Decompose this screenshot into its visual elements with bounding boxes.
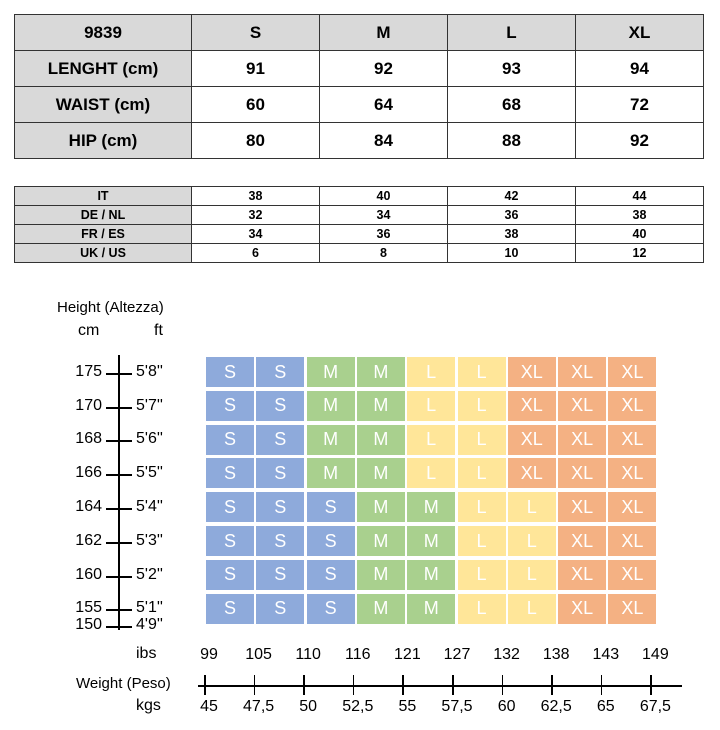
table-cell: 92 (576, 123, 704, 159)
size-cell: M (407, 492, 455, 522)
table-cell: 94 (576, 51, 704, 87)
size-cell: M (357, 492, 405, 522)
row-label: IT (15, 187, 192, 206)
weight-tick (551, 675, 553, 695)
lbs-label: 110 (295, 646, 321, 663)
uk-us-row (15, 244, 704, 263)
kgs-label: 50 (299, 698, 318, 715)
table-cell: 80 (192, 123, 320, 159)
size-cell: M (307, 391, 355, 421)
table-cell: 84 (320, 123, 448, 159)
size-cell: XL (558, 492, 606, 522)
weight-tick (353, 675, 355, 695)
height-cm-label: 175 (75, 363, 102, 380)
row-label: DE / NL (15, 206, 192, 225)
size-cell: M (407, 594, 455, 624)
height-axis-line (118, 355, 120, 630)
height-tick (106, 626, 132, 628)
ft-unit-label: ft (154, 322, 163, 339)
fr-es-row (15, 225, 704, 244)
size-cell: L (407, 425, 455, 455)
size-cell: L (508, 492, 556, 522)
weight-tick (452, 675, 454, 695)
table-cell: 88 (448, 123, 576, 159)
size-cell: L (458, 560, 506, 590)
table-cell: 32 (192, 206, 320, 225)
size-cell: XL (558, 458, 606, 488)
weight-tick (204, 675, 206, 695)
kgs-unit-label: kgs (136, 697, 161, 714)
it-row (15, 187, 704, 206)
height-tick (106, 474, 132, 476)
lbs-label: 121 (394, 646, 421, 663)
height-cm-label: 164 (75, 498, 102, 515)
height-tick (106, 542, 132, 544)
height-cm-label: 162 (75, 532, 102, 549)
table-cell: 40 (576, 225, 704, 244)
size-cell: S (206, 560, 254, 590)
waist-row (15, 87, 704, 123)
size-cell: XL (608, 391, 656, 421)
weight-tick (254, 675, 256, 695)
size-cell: M (357, 391, 405, 421)
height-ft-label: 5'6'' (136, 430, 163, 447)
weight-tick (303, 675, 305, 695)
size-measurement-table (14, 14, 704, 159)
kgs-label: 55 (398, 698, 417, 715)
size-cell: S (206, 425, 254, 455)
height-ft-label: 5'7'' (136, 397, 163, 414)
size-cell: XL (608, 594, 656, 624)
row-label: FR / ES (15, 225, 192, 244)
size-cell: XL (508, 425, 556, 455)
table-cell: 12 (576, 244, 704, 263)
length-row (15, 51, 704, 87)
table-cell: 92 (320, 51, 448, 87)
size-cell: XL (608, 526, 656, 556)
size-cell: S (206, 526, 254, 556)
cm-unit-label: cm (78, 322, 100, 339)
size-conversion-table (14, 186, 704, 263)
size-table-header-row (15, 15, 704, 51)
size-cell: S (307, 492, 355, 522)
size-cell: XL (608, 492, 656, 522)
height-ft-label: 5'2'' (136, 566, 163, 583)
size-cell: XL (558, 391, 606, 421)
height-tick (106, 609, 132, 611)
lbs-label: 105 (245, 646, 272, 663)
height-ft-label: 4'9'' (136, 616, 163, 633)
size-cell: L (458, 526, 506, 556)
size-cell: XL (608, 425, 656, 455)
lbs-label: 143 (592, 646, 620, 663)
size-cell: S (256, 425, 304, 455)
height-cm-label: 170 (75, 397, 102, 414)
table-cell: 91 (192, 51, 320, 87)
lbs-unit-label: ibs (136, 645, 157, 662)
height-ft-label: 5'4'' (136, 498, 163, 515)
size-cell: S (206, 492, 254, 522)
size-cell: L (508, 560, 556, 590)
size-cell: S (307, 560, 355, 590)
table-cell: 34 (192, 225, 320, 244)
model-number: 9839 (15, 15, 192, 51)
size-cell: S (307, 594, 355, 624)
height-tick (106, 407, 132, 409)
size-cell: L (458, 492, 506, 522)
height-ft-label: 5'1'' (136, 599, 163, 616)
row-label: HIP (cm) (15, 123, 192, 159)
table-cell: 36 (448, 206, 576, 225)
height-cm-label: 166 (75, 464, 102, 481)
table-cell: 36 (320, 225, 448, 244)
size-cell: XL (508, 458, 556, 488)
size-cell: L (458, 594, 506, 624)
size-cell: S (206, 594, 254, 624)
weight-tick (502, 675, 504, 695)
size-cell: L (407, 391, 455, 421)
size-cell: XL (608, 357, 656, 387)
size-header-m: M (320, 15, 448, 51)
size-cell: S (256, 458, 304, 488)
size-cell: L (458, 357, 506, 387)
size-cell: XL (558, 594, 606, 624)
size-cell: S (256, 594, 304, 624)
table-cell: 6 (192, 244, 320, 263)
height-ft-label: 5'8'' (136, 363, 163, 380)
lbs-label: 149 (642, 646, 669, 663)
row-label: WAIST (cm) (15, 87, 192, 123)
size-cell: M (357, 526, 405, 556)
size-cell: S (307, 526, 355, 556)
size-cell: L (458, 458, 506, 488)
size-cell: M (357, 425, 405, 455)
height-tick (106, 576, 132, 578)
size-cell: M (407, 526, 455, 556)
table-cell: 93 (448, 51, 576, 87)
size-cell: XL (608, 560, 656, 590)
height-cm-label: 150 (75, 616, 102, 633)
table-cell: 34 (320, 206, 448, 225)
weight-axis-line (198, 685, 682, 687)
size-cell: XL (558, 526, 606, 556)
weight-axis-title: Weight (Peso) (76, 675, 171, 692)
table-cell: 42 (448, 187, 576, 206)
size-cell: XL (508, 357, 556, 387)
kgs-label: 45 (200, 698, 218, 715)
size-cell: S (206, 357, 254, 387)
size-cell: M (307, 357, 355, 387)
size-cell: M (357, 560, 405, 590)
height-ft-label: 5'3'' (136, 532, 163, 549)
size-cell: S (206, 458, 254, 488)
table-cell: 38 (448, 225, 576, 244)
size-cell: M (407, 560, 455, 590)
weight-tick (601, 675, 603, 695)
size-header-s: S (192, 15, 320, 51)
table-cell: 64 (320, 87, 448, 123)
height-tick (106, 373, 132, 375)
height-tick (106, 508, 132, 510)
table-cell: 68 (448, 87, 576, 123)
weight-tick (402, 675, 404, 695)
table-cell: 8 (320, 244, 448, 263)
kgs-label: 57,5 (441, 698, 473, 715)
weight-tick (650, 675, 652, 695)
table-cell: 38 (576, 206, 704, 225)
table-cell: 40 (320, 187, 448, 206)
size-cell: L (458, 391, 506, 421)
size-cell: S (256, 391, 304, 421)
size-cell: L (407, 357, 455, 387)
row-label: LENGHT (cm) (15, 51, 192, 87)
height-cm-label: 168 (75, 430, 102, 447)
size-cell: L (508, 594, 556, 624)
size-cell: L (458, 425, 506, 455)
kgs-label: 65 (596, 698, 615, 715)
size-cell: M (307, 458, 355, 488)
size-cell: XL (608, 458, 656, 488)
height-axis-title: Height (Altezza) (57, 299, 164, 316)
table-cell: 60 (192, 87, 320, 123)
size-cell: M (357, 458, 405, 488)
kgs-label: 62,5 (540, 698, 572, 715)
size-cell: XL (558, 357, 606, 387)
kgs-label: 67,5 (639, 698, 671, 715)
size-cell: M (357, 357, 405, 387)
hip-row (15, 123, 704, 159)
lbs-label: 132 (493, 646, 520, 663)
size-cell: L (508, 526, 556, 556)
size-cell: XL (558, 560, 606, 590)
size-header-l: L (448, 15, 576, 51)
de-nl-row (15, 206, 704, 225)
size-cell: L (407, 458, 455, 488)
height-tick (106, 440, 132, 442)
table-cell: 72 (576, 87, 704, 123)
size-cell: S (256, 357, 304, 387)
size-cell: XL (508, 391, 556, 421)
size-header-xl: XL (576, 15, 704, 51)
size-cell: S (256, 492, 304, 522)
row-label: UK / US (15, 244, 192, 263)
size-cell: M (307, 425, 355, 455)
lbs-label: 138 (542, 646, 570, 663)
height-cm-label: 155 (75, 599, 102, 616)
size-cell: XL (558, 425, 606, 455)
size-cell: M (357, 594, 405, 624)
lbs-label: 127 (443, 646, 471, 663)
size-cell: S (256, 560, 304, 590)
table-cell: 38 (192, 187, 320, 206)
height-ft-label: 5'5'' (136, 464, 163, 481)
height-cm-label: 160 (75, 566, 102, 583)
table-cell: 44 (576, 187, 704, 206)
size-cell: S (206, 391, 254, 421)
kgs-label: 60 (497, 698, 516, 715)
lbs-label: 99 (200, 646, 218, 663)
table-cell: 10 (448, 244, 576, 263)
size-cell: S (256, 526, 304, 556)
lbs-label: 116 (345, 646, 371, 663)
kgs-label: 47,5 (243, 698, 275, 715)
kgs-label: 52,5 (342, 698, 374, 715)
